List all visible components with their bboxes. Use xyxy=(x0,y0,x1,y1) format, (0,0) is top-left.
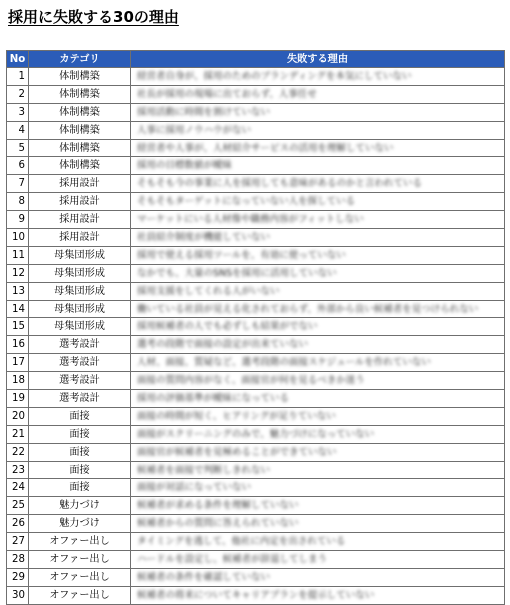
row-number: 7 xyxy=(7,175,29,193)
row-reason: 人材、面接、質疑など、選考段階の面接スケジュールを作れていない xyxy=(137,357,431,369)
row-category: 採用設計 xyxy=(29,211,131,229)
table-row xyxy=(7,246,505,264)
table-row xyxy=(7,479,505,497)
row-reason: 面接の質問内容がなく、面接官が何を見るべきか迷う xyxy=(137,375,365,387)
row-category: 選考設計 xyxy=(29,336,131,354)
table-row xyxy=(7,586,505,604)
row-number: 23 xyxy=(7,461,29,479)
table-row xyxy=(7,300,505,318)
row-number: 14 xyxy=(7,300,29,318)
row-number: 26 xyxy=(7,515,29,533)
table-row xyxy=(7,139,505,157)
row-category: 面接 xyxy=(29,443,131,461)
row-reason-cell xyxy=(131,568,505,586)
row-number: 27 xyxy=(7,533,29,551)
row-reason: 面接官が候補者を見極めることができていない xyxy=(137,446,337,458)
table-row xyxy=(7,282,505,300)
row-reason-cell xyxy=(131,318,505,336)
row-number: 30 xyxy=(7,586,29,604)
row-reason-cell xyxy=(131,407,505,425)
row-reason-cell xyxy=(131,157,505,175)
table-row xyxy=(7,211,505,229)
row-category: 体制構築 xyxy=(29,121,131,139)
table-row xyxy=(7,318,505,336)
row-category: 採用設計 xyxy=(29,229,131,247)
row-category: 体制構築 xyxy=(29,157,131,175)
row-reason: 候補者からの質問に答えられていない xyxy=(137,518,299,530)
row-category: 体制構築 xyxy=(29,85,131,103)
table-row xyxy=(7,568,505,586)
row-number: 11 xyxy=(7,246,29,264)
row-reason: そもそも今の事業に人を採用しても意味があるのかと言われている xyxy=(137,178,423,190)
header-no: No xyxy=(7,51,29,68)
row-number: 24 xyxy=(7,479,29,497)
row-reason-cell xyxy=(131,515,505,533)
row-category: 魅力づけ xyxy=(29,515,131,533)
row-reason-cell xyxy=(131,354,505,372)
table-row xyxy=(7,68,505,86)
row-number: 28 xyxy=(7,551,29,569)
row-reason-cell xyxy=(131,372,505,390)
row-reason-cell xyxy=(131,211,505,229)
row-reason: なかでも、大量のSNSを採用に活用していない xyxy=(137,267,337,279)
row-category: 選考設計 xyxy=(29,354,131,372)
row-number: 17 xyxy=(7,354,29,372)
table-row xyxy=(7,407,505,425)
row-number: 6 xyxy=(7,157,29,175)
row-reason-cell xyxy=(131,586,505,604)
table-row xyxy=(7,229,505,247)
row-reason: 社長が採用の現場に出ておらず、人事任せ xyxy=(137,88,317,100)
table-row xyxy=(7,85,505,103)
header-category: カテゴリ xyxy=(29,51,131,68)
row-reason-cell xyxy=(131,246,505,264)
row-number: 2 xyxy=(7,85,29,103)
row-reason: マーケットにいる人材像や職務内容がフィットしない xyxy=(137,214,364,226)
row-reason: 人事に採用ノウハウがない xyxy=(137,124,252,136)
row-reason-cell xyxy=(131,282,505,300)
table-row xyxy=(7,157,505,175)
row-category: オファー出し xyxy=(29,586,131,604)
row-category: 体制構築 xyxy=(29,139,131,157)
row-reason: 候補者の将来についてキャリアプランを提示していない xyxy=(137,589,375,601)
row-reason: そもそもターゲットになっていない人を探している xyxy=(137,196,356,208)
row-reason: 採用候補者の人でも必ずしも結果がでない xyxy=(137,321,318,333)
row-reason: 社員紹介制度が機能していない xyxy=(137,231,271,243)
row-reason-cell xyxy=(131,533,505,551)
table-row xyxy=(7,390,505,408)
table-row xyxy=(7,121,505,139)
row-reason-cell xyxy=(131,390,505,408)
row-reason: 採用で使える採用ツールを、有効に使っていない xyxy=(137,249,346,261)
table-header-row xyxy=(7,51,505,68)
table-row xyxy=(7,336,505,354)
table-row xyxy=(7,193,505,211)
row-number: 25 xyxy=(7,497,29,515)
table-row xyxy=(7,515,505,533)
row-reason: 経営者や人事が、人材紹介サービスの活用を理解していない xyxy=(137,142,394,154)
row-reason-cell xyxy=(131,193,505,211)
row-category: 面接 xyxy=(29,479,131,497)
table-row xyxy=(7,103,505,121)
row-reason-cell xyxy=(131,121,505,139)
row-category: 母集団形成 xyxy=(29,264,131,282)
row-category: 母集団形成 xyxy=(29,282,131,300)
row-reason-cell xyxy=(131,461,505,479)
row-reason-cell xyxy=(131,336,505,354)
table-row xyxy=(7,354,505,372)
row-number: 4 xyxy=(7,121,29,139)
row-reason: 候補者の条件を確認していない xyxy=(137,571,271,583)
failure-reasons-table xyxy=(6,50,505,605)
row-category: オファー出し xyxy=(29,533,131,551)
row-reason: 経営者自身が、採用のためのブランディングを本気にしていない xyxy=(137,70,412,82)
row-number: 20 xyxy=(7,407,29,425)
table-row xyxy=(7,264,505,282)
table-row xyxy=(7,551,505,569)
row-reason: 選考の段階で面接の設定が出来ていない xyxy=(137,339,309,351)
row-number: 29 xyxy=(7,568,29,586)
row-reason-cell xyxy=(131,139,505,157)
row-category: 採用設計 xyxy=(29,175,131,193)
row-reason-cell xyxy=(131,175,505,193)
row-number: 10 xyxy=(7,229,29,247)
row-category: 体制構築 xyxy=(29,103,131,121)
row-reason: 面接がスクリーニングのみで、魅力づけになっていない xyxy=(137,428,375,440)
row-reason-cell xyxy=(131,85,505,103)
row-category: 母集団形成 xyxy=(29,300,131,318)
row-number: 13 xyxy=(7,282,29,300)
row-number: 8 xyxy=(7,193,29,211)
row-reason-cell xyxy=(131,551,505,569)
row-reason: 採用活動に時間を割けていない xyxy=(137,106,271,118)
page-title: 採用に失敗する30の理由 xyxy=(8,8,179,26)
header-reason: 失敗する理由 xyxy=(131,51,505,68)
row-category: 体制構築 xyxy=(29,68,131,86)
row-reason: 候補者を面接で判断しきれない xyxy=(137,464,271,476)
row-reason-cell xyxy=(131,68,505,86)
row-number: 21 xyxy=(7,425,29,443)
row-category: 選考設計 xyxy=(29,390,131,408)
table-row xyxy=(7,425,505,443)
row-category: オファー出し xyxy=(29,551,131,569)
row-reason-cell xyxy=(131,103,505,121)
row-category: 面接 xyxy=(29,461,131,479)
row-reason-cell xyxy=(131,425,505,443)
row-category: オファー出し xyxy=(29,568,131,586)
row-category: 選考設計 xyxy=(29,372,131,390)
row-category: 面接 xyxy=(29,425,131,443)
row-number: 22 xyxy=(7,443,29,461)
row-reason-cell xyxy=(131,497,505,515)
row-reason: 採用支援をしてくれる人がいない xyxy=(137,285,280,297)
row-number: 5 xyxy=(7,139,29,157)
row-reason: ハードルを設定し、候補者が辞退してしまう xyxy=(137,553,328,565)
row-number: 9 xyxy=(7,211,29,229)
row-reason-cell xyxy=(131,264,505,282)
row-reason: 採用の評価基準が曖昧になっている xyxy=(137,392,290,404)
row-reason-cell xyxy=(131,229,505,247)
row-reason: 面接が対話になっていない xyxy=(137,482,252,494)
table-row xyxy=(7,497,505,515)
row-category: 魅力づけ xyxy=(29,497,131,515)
row-number: 3 xyxy=(7,103,29,121)
row-reason: タイミングを逃して、他社に内定を出されている xyxy=(137,536,346,548)
table-row xyxy=(7,175,505,193)
row-number: 15 xyxy=(7,318,29,336)
row-category: 母集団形成 xyxy=(29,246,131,264)
row-number: 18 xyxy=(7,372,29,390)
table-row xyxy=(7,443,505,461)
row-number: 16 xyxy=(7,336,29,354)
row-category: 採用設計 xyxy=(29,193,131,211)
row-reason: 働いている社員が見える化されておらず、外部から良い候補者を見つけられない xyxy=(137,303,479,315)
row-reason: 候補者が求める条件を理解していない xyxy=(137,500,299,512)
row-number: 19 xyxy=(7,390,29,408)
row-reason-cell xyxy=(131,300,505,318)
table-row xyxy=(7,372,505,390)
row-number: 1 xyxy=(7,68,29,86)
table-row xyxy=(7,533,505,551)
row-number: 12 xyxy=(7,264,29,282)
row-reason-cell xyxy=(131,443,505,461)
row-reason: 採用の目標数値が曖昧 xyxy=(137,160,233,172)
row-reason: 面接の時間が短く、ヒアリングが足りていない xyxy=(137,410,336,422)
row-category: 母集団形成 xyxy=(29,318,131,336)
row-category: 面接 xyxy=(29,407,131,425)
table-body xyxy=(7,68,505,605)
row-reason-cell xyxy=(131,479,505,497)
table-row xyxy=(7,461,505,479)
